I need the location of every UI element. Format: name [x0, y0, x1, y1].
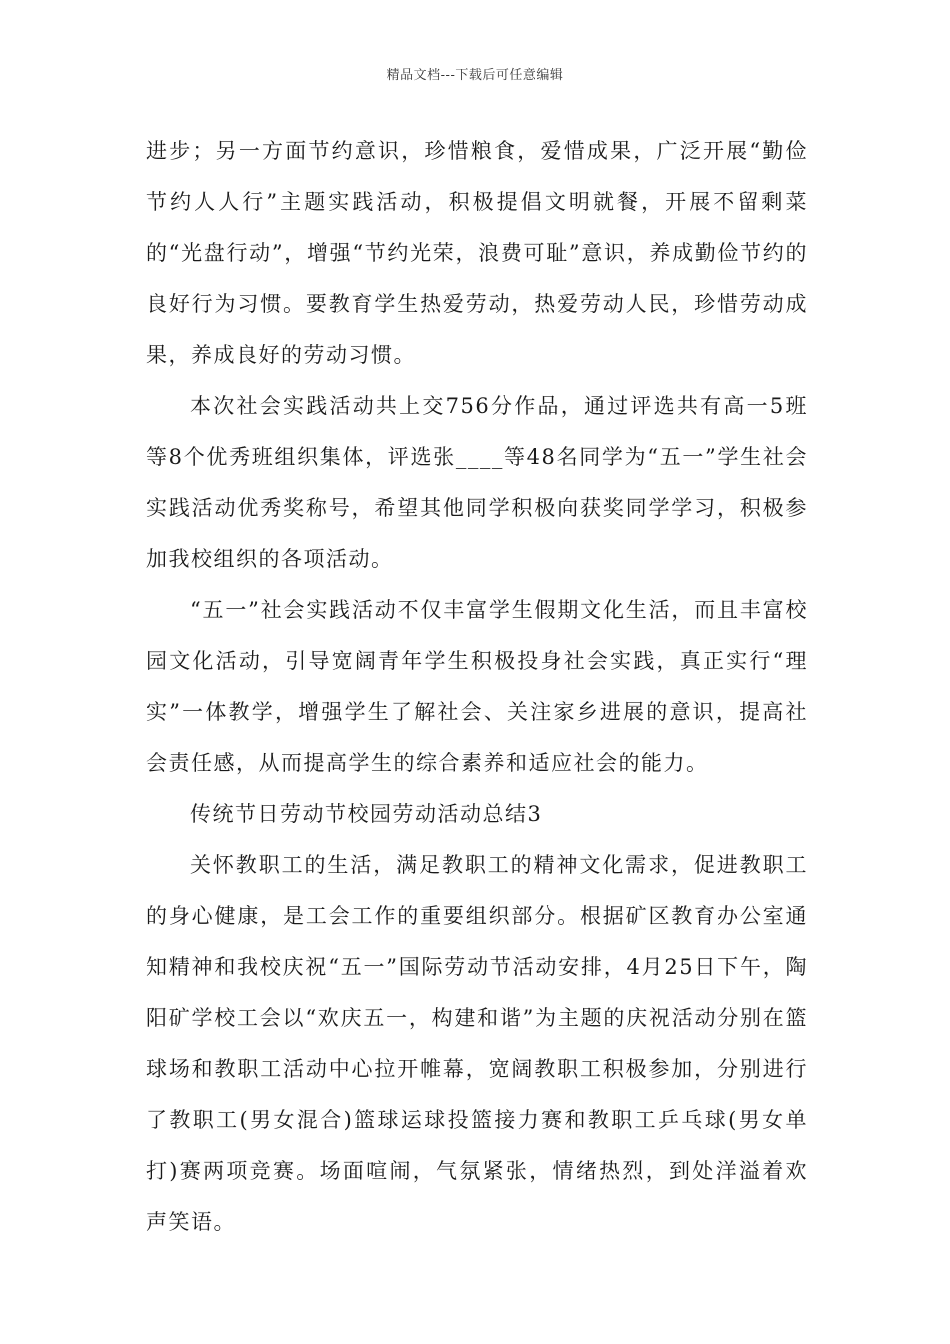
paragraph-significance: “五一”社会实践活动不仅丰富学生假期文化生活，而且丰富校园文化活动，引导宽阔青年学生积极投身社会实践，真正实行“理实”一体教学，增强学生了解社会、关注家乡进展的意识，提高社会责任感，从而提高学生的综合素养和适应社会的能力。: [146, 598, 808, 775]
paragraph-union-activities: 关怀教职工的生活，满足教职工的精神文化需求，促进教职工的身心健康，是工会工作的重要组织部分。根据矿区教育办公室通知精神和我校庆祝“五一”国际劳动节活动安排，4月25日下午，陶阳矿学校工会以“欢庆五一，构建和谐”为主题的庆祝活动分别在篮球场和教职工活动中心拉开帷幕，宽阔教职工积极参加，分别进行了教职工(男女混合)篮球运球投篮接力赛和教职工乒乓球(男女单打)赛两项竞赛。场面喧闹，气氛紧张，情绪热烈，到处洋溢着欢声笑语。: [146, 853, 808, 1234]
section-heading: 传统节日劳动节校园劳动活动总结3: [190, 802, 543, 826]
document-body: [146, 126, 808, 1248]
page-header: 精品文档---下载后可任意编辑: [386, 68, 564, 83]
paragraph-continuation: 进步；另一方面节约意识，珍惜粮食，爱惜成果，广泛开展“勤俭节约人人行”主题实践活动，积极提倡文明就餐，开展不留剩菜的“光盘行动”，增强“节约光荣，浪费可耻”意识，养成勤俭节约的良好行为习惯。要教育学生热爱劳动，热爱劳动人民，珍惜劳动成果，养成良好的劳动习惯。: [146, 139, 808, 367]
paragraph-results: 本次社会实践活动共上交756分作品，通过评选共有高一5班等8个优秀班组织集体，评选张____等48名同学为“五一”学生社会实践活动优秀奖称号，希望其他同学积极向获奖同学学习，积极参加我校组织的各项活动。: [146, 394, 808, 571]
